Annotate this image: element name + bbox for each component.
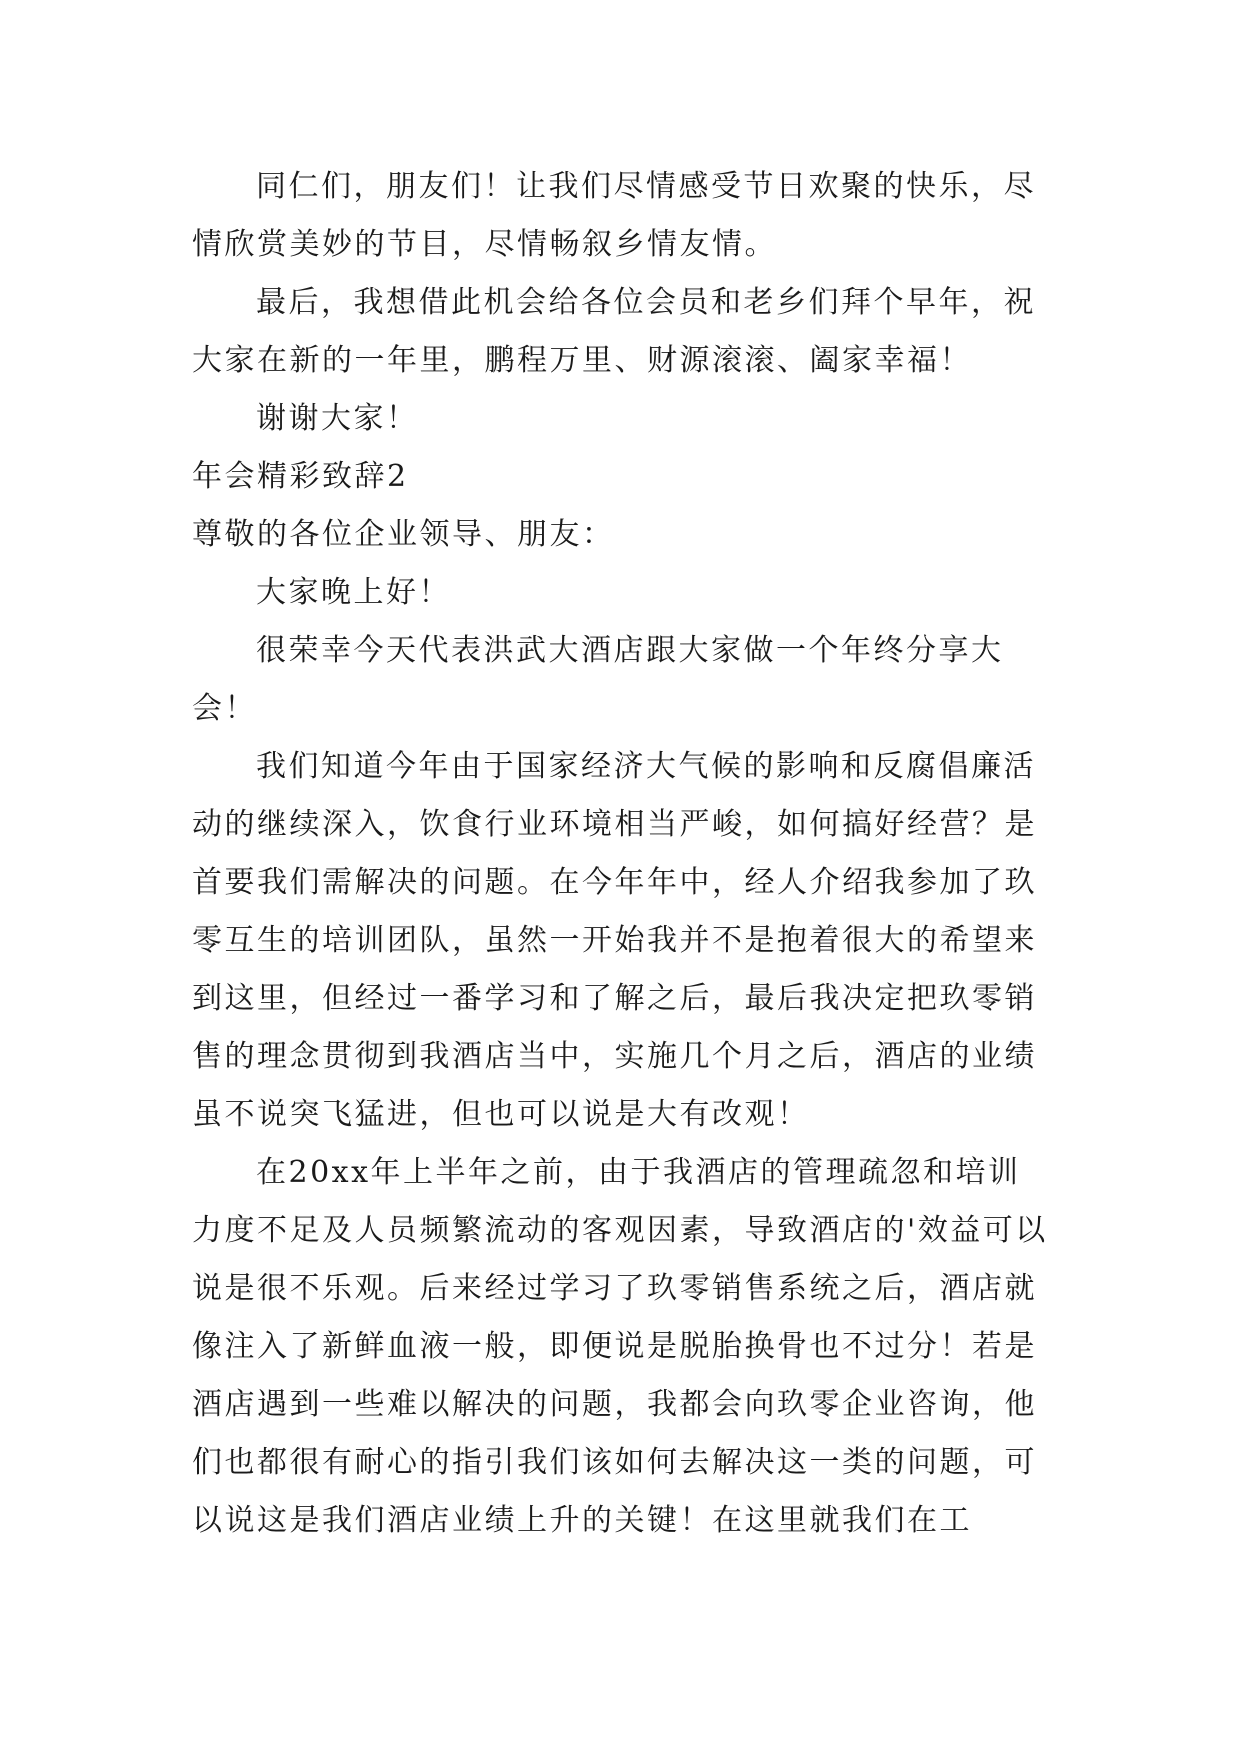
paragraph-improvement: 在20xx年上半年之前，由于我酒店的管理疏忽和培训力度不足及人员频繁流动的客观因素，导致酒店的'效益可以说是很不乐观。后来经过学习了玖零销售系统之后，酒店就像注入了新鲜血液一般，即便说是脱胎换骨也不过分！若是酒店遇到一些难以解决的问题，我都会向玖零企业咨询，他们也都很有耐心的指引我们该如何去解决这一类的问题，可以说这是我们酒店业绩上升的关键！在这里就我们在工 <box>192 1155 1048 1538</box>
paragraph-thanks: 谢谢大家！ <box>256 401 419 436</box>
paragraph-greeting: 大家晚上好！ <box>256 575 451 610</box>
section-title: 年会精彩致辞2 <box>192 459 409 494</box>
document-body <box>192 158 1050 1550</box>
paragraph-intro: 很荣幸今天代表洪武大酒店跟大家做一个年终分享大会！ <box>192 633 1004 726</box>
salutation: 尊敬的各位企业领导、朋友： <box>192 517 615 552</box>
paragraph-closing-wishes: 同仁们，朋友们！让我们尽情感受节日欢聚的快乐，尽情欣赏美妙的节目，尽情畅叙乡情友情。 <box>192 169 1036 262</box>
paragraph-new-year-greeting: 最后，我想借此机会给各位会员和老乡们拜个早年，祝大家在新的一年里，鹏程万里、财源滚滚、阖家幸福！ <box>192 285 1036 378</box>
paragraph-background: 我们知道今年由于国家经济大气候的影响和反腐倡廉活动的继续深入，饮食行业环境相当严峻，如何搞好经营？是首要我们需解决的问题。在今年年中，经人介绍我参加了玖零互生的培训团队，虽然一开始我并不是抱着很大的希望来到这里，但经过一番学习和了解之后，最后我决定把玖零销售的理念贯彻到我酒店当中，实施几个月之后，酒店的业绩虽不说突飞猛进，但也可以说是大有改观！ <box>192 749 1037 1132</box>
